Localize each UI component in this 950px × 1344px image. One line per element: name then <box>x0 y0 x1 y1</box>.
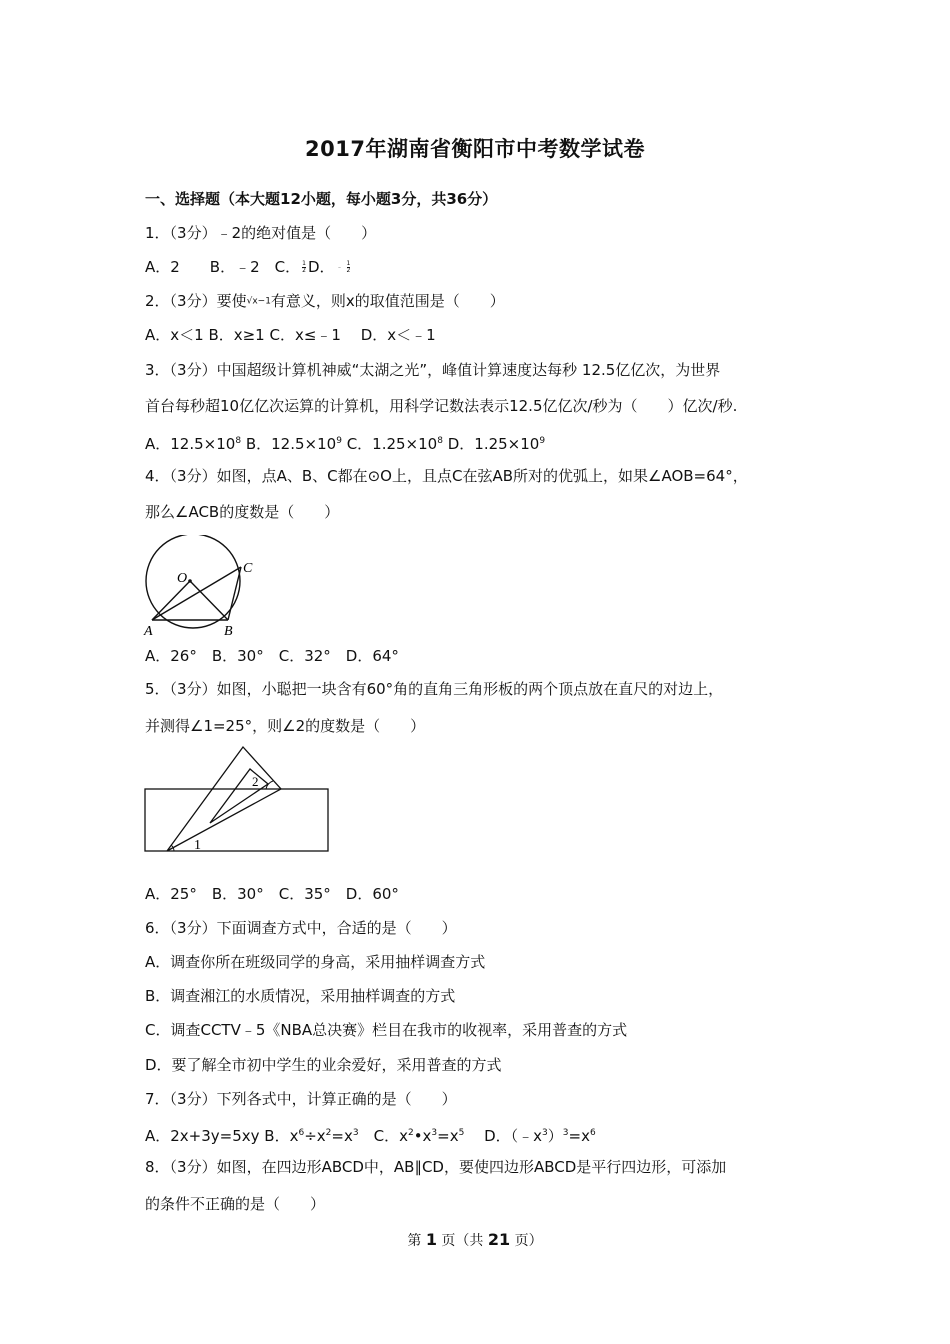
total-page-count: 21 <box>487 1230 511 1249</box>
question-1-options: A．2 B．﹣2 C． $\frac{1}{2}$ D． ﹣ $\frac{1}{2}$ <box>145 258 351 276</box>
label-angle-2: 2 <box>252 774 259 789</box>
current-page-number: 1 <box>425 1230 437 1249</box>
section-heading: 一、选择题（本大题12小题，每小题3分，共36分） <box>145 190 498 208</box>
question-8-line-1: 8．（3分）如图，在四边形ABCD中，AB∥CD，要使四边形ABCD是平行四边形，可添加 <box>145 1158 727 1176</box>
question-6-option-c: C．调查CCTV﹣5《NBA总决赛》栏目在我市的收视率，采用普查的方式 <box>145 1021 628 1039</box>
circle-figure <box>140 535 265 640</box>
question-8-line-2: 的条件不正确的是（ ） <box>145 1195 326 1213</box>
page-footer: 第 1 页（共 21 页） <box>407 1230 543 1249</box>
question-4-line-1: 4．（3分）如图，点A、B、C都在⊙O上，且点C在弦AB所对的优弧上，如果∠AOB=64°， <box>145 467 748 485</box>
question-5-options: A．25° B．30° C．35° D．60° <box>145 885 399 903</box>
ruler-triangle-figure <box>140 745 335 857</box>
question-6-option-b: B．调查湘江的水质情况，采用抽样调查的方式 <box>145 987 456 1005</box>
question-5-line-2: 并测得∠1=25°，则∠2的度数是（ ） <box>145 717 426 735</box>
center-point <box>188 579 192 583</box>
page-title: 2017年湖南省衡阳市中考数学试卷 <box>305 137 645 161</box>
fraction-c: $\frac{1}{2}$ <box>302 260 306 274</box>
question-7-options: A．2x+3y=5xy B．$x^6\div x^2=x^3$ C．$x^2•x^3=x^5$ D．$(﹣x^3)^3=x^6$ <box>145 1127 596 1145</box>
label-o: O <box>177 571 188 586</box>
label-c: C <box>243 561 253 576</box>
fraction-d-value: $\frac{1}{2}$ <box>346 260 351 274</box>
question-6-option-a: A．调查你所在班级同学的身高，采用抽样调查方式 <box>145 953 486 971</box>
label-angle-1: 1 <box>194 838 201 853</box>
question-2-options: A．x＜1 B．x≥1 C．x≤﹣1 D．x＜﹣1 <box>145 326 436 344</box>
fraction-d: ﹣ <box>336 263 343 271</box>
circle-o <box>146 535 240 628</box>
question-4-options: A．26° B．30° C．32° D．64° <box>145 647 399 665</box>
ruler <box>145 789 328 851</box>
label-b: B <box>224 624 233 639</box>
sqrt-expression: √x−1 <box>246 296 271 307</box>
triangle-inner <box>210 769 268 823</box>
question-2-stem: 2．（3分）要使√x−1有意义，则x的取值范围是（ ） <box>145 292 505 310</box>
question-5-line-1: 5．（3分）如图，小聪把一块含有60°角的直角三角形板的两个顶点放在直尺的对边上， <box>145 680 724 698</box>
question-6-option-d: D．要了解全市初中学生的业余爱好，采用普查的方式 <box>145 1056 502 1074</box>
question-3-line-1: 3．（3分）中国超级计算机神威“太湖之光”，峰值计算速度达每秒 12.5亿亿次，为世界 <box>145 361 721 379</box>
question-7-stem: 7．（3分）下列各式中，计算正确的是（ ） <box>145 1090 457 1108</box>
question-3-options: A．$12.5\times 10^8$ B．$12.5\times 10^9$ C．$1.25\times 10^8$ D．$1.25\times 10^9$ <box>145 435 546 453</box>
angle-2-arc <box>266 781 273 789</box>
question-1-stem: 1．（3分）﹣2的绝对值是（ ） <box>145 224 377 242</box>
question-3-line-2: 首台每秒超10亿亿次运算的计算机，用科学记数法表示12.5亿亿次/秒为（ ）亿次/秒. <box>145 397 738 415</box>
label-a: A <box>144 624 153 639</box>
question-4-line-2: 那么∠ACB的度数是（ ） <box>145 503 340 521</box>
chord-bc <box>228 567 241 620</box>
question-6-stem: 6．（3分）下面调查方式中，合适的是（ ） <box>145 919 457 937</box>
triangle-outer <box>167 747 281 851</box>
